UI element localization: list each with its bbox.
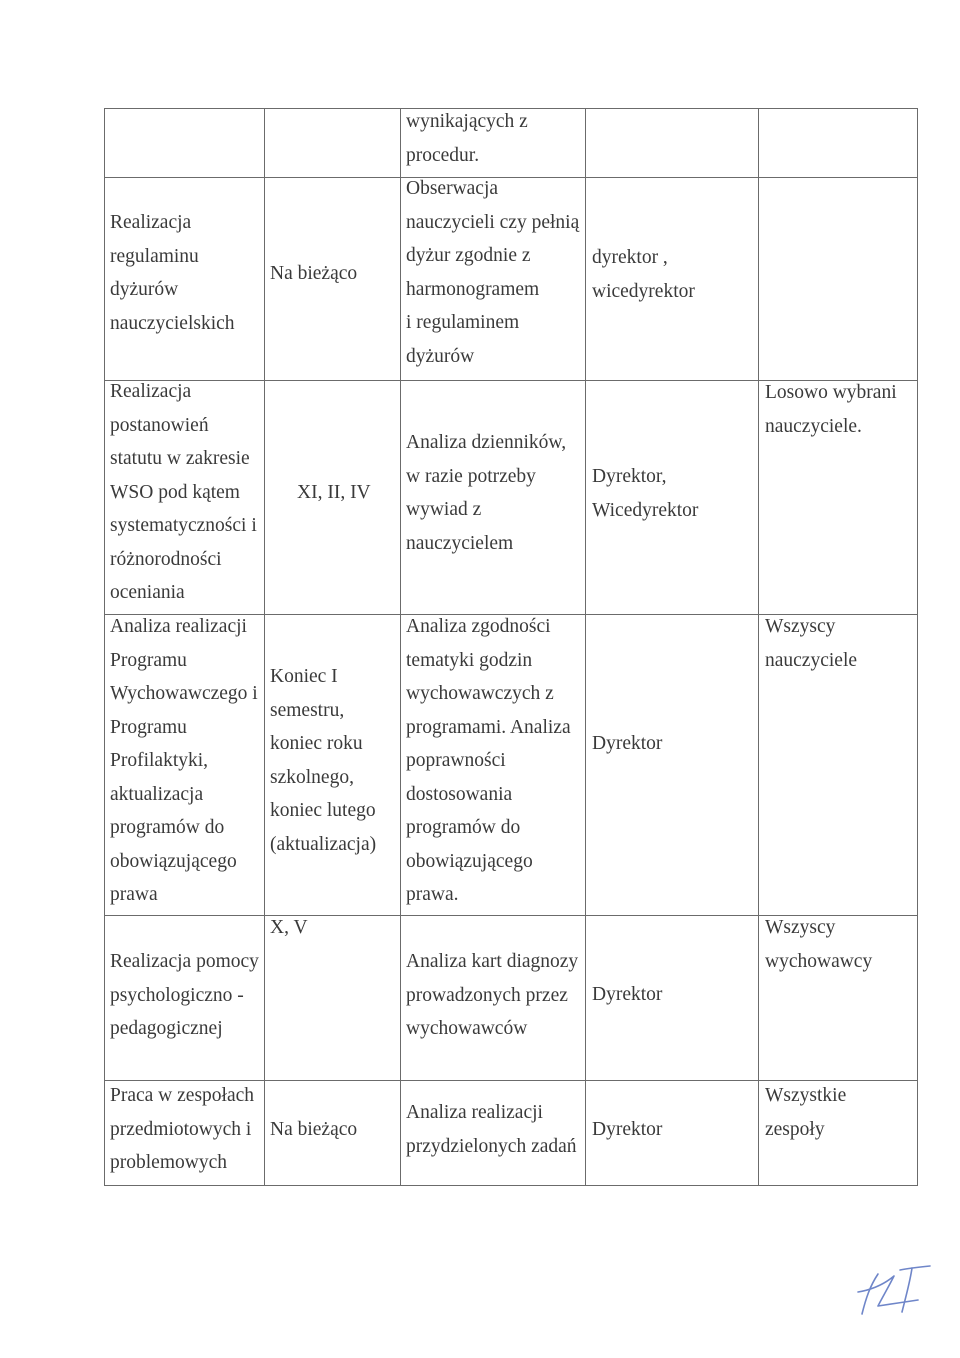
- responsible-cell: Dyrektor: [592, 1119, 663, 1140]
- method-cell: wynikających z procedur.: [406, 111, 528, 166]
- responsible-cell: Dyrektor: [592, 984, 663, 1005]
- deadline-cell: X, V: [270, 917, 308, 938]
- activity-cell: Realizacja postanowień statutu w zakresie WSO pod kątem systematyczności i różnorodności oceniania: [110, 381, 257, 603]
- method-cell: Analiza kart diagnozy prowadzonych przez wychowawców: [406, 951, 579, 1039]
- activity-cell: Analiza realizacji Programu Wychowawczego i Programu Profilaktyki, aktualizacja programów do obowiązującego prawa: [110, 616, 258, 905]
- activity-cell: Realizacja pomocy psychologiczno - pedagogicznej: [110, 951, 259, 1039]
- responsible-cell: Dyrektor, Wicedyrektor: [592, 466, 699, 521]
- participants-cell: Wszyscy nauczyciele: [765, 616, 858, 671]
- participants-cell: Losowo wybrani nauczyciele.: [765, 382, 897, 437]
- method-cell: Analiza realizacji przydzielonych zadań: [406, 1102, 577, 1157]
- deadline-cell: XI, II, IV: [297, 482, 371, 503]
- deadline-cell: Koniec I semestru, koniec roku szkolnego, koniec lutego (aktualizacja): [270, 666, 377, 855]
- table-border: [104, 1185, 918, 1186]
- activity-cell: Realizacja regulaminu dyżurów nauczycielskich: [110, 212, 235, 334]
- column-divider: [400, 108, 401, 1186]
- column-divider: [264, 108, 265, 1186]
- deadline-cell: Na bieżąco: [270, 1119, 358, 1140]
- column-divider: [758, 108, 759, 1186]
- method-cell: Obserwacja nauczycieli czy pełnią dyżur zgodnie z harmonogramem i regulaminem dyżurów: [406, 178, 580, 367]
- signature-mark: [848, 1262, 932, 1318]
- column-divider: [104, 108, 105, 1186]
- column-divider: [585, 108, 586, 1186]
- activity-cell: Praca w zespołach przedmiotowych i problemowych: [110, 1085, 255, 1173]
- participants-cell: Wszystkie zespoły: [765, 1085, 847, 1140]
- table-border: [917, 108, 918, 1186]
- responsible-cell: dyrektor , wicedyrektor: [592, 247, 695, 302]
- responsible-cell: Dyrektor: [592, 733, 663, 754]
- deadline-cell: Na bieżąco: [270, 263, 358, 284]
- method-cell: Analiza dzienników, w razie potrzeby wywiad z nauczycielem: [406, 432, 567, 554]
- method-cell: Analiza zgodności tematyki godzin wychowawczych z programami. Analiza poprawności dostosowania programów do obowiązującego prawa.: [406, 616, 571, 905]
- participants-cell: Wszyscy wychowawcy: [765, 917, 873, 972]
